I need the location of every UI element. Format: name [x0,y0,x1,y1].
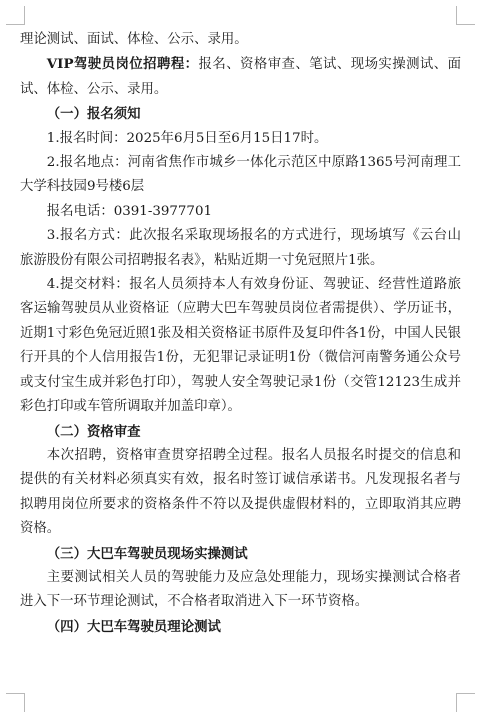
section-1-heading: （一）报名须知 [46,106,141,123]
registration-location: 2.报名地点：河南省焦作市城乡一体化示范区中原路1365号河南理工大学科技园9号楼6层 [20,155,461,195]
section-3-heading: （三）大巴车驾驶员现场实操测试 [46,545,248,562]
section-2-heading: （二）资格审查 [46,423,141,440]
intro-tail-paragraph: 理论测试、面试、体检、公示、录用。 [20,32,248,47]
vip-procedure-label: VIP驾驶员岗位招聘程： [46,56,199,73]
qualification-review-text: 本次招聘，资格审查贯穿招聘全过程。报名人员报名时提交的信息和提供的有关材料必须真实有效，报名时签订诚信承诺书。凡发现报名者与拟聘用岗位所要求的资格条件不符以及提供虚假材料的，立即取消其应聘资格。 [20,447,461,537]
registration-time: 1.报名时间：2025年6月5日至6月15日17时。 [46,130,328,146]
section-4-heading: （四）大巴车驾驶员理论测试 [46,618,221,635]
page-corner-mark-bottom-right [456,693,475,712]
registration-phone: 报名电话：0391-3977701 [46,203,212,219]
registration-method: 3.报名方式：此次报名采取现场报名的方式进行，现场填写《云台山旅游股份有限公司招聘报名表》，粘贴近期一寸免冠照片1张。 [20,228,461,268]
vip-procedure-text: 报名、资格审查、笔试、现场实操测试、面试、体检、公示、录用。 [20,57,461,97]
submission-materials: 4.提交材料：报名人员须持本人有效身份证、驾驶证、经营性道路旅客运输驾驶员从业资格证（应聘大巴车驾驶员岗位者需提供）、学历证书，近期1寸彩色免冠近照1张及相关资格证书原件及复印件各1份，中国人民银行开具的个人信用报告1份，无犯罪记录证明1份（微信河南警务通公众号或支付宝生成并彩色打印），驾驶人安全驾驶记录1份（交管12123生成并彩色打印或车管所调取并加盖印章）。 [20,277,461,415]
page-corner-mark-top-right [456,6,475,25]
page-corner-mark-bottom-left [6,693,25,712]
document-body [20,28,461,639]
practical-test-text: 主要测试相关人员的驾驶能力及应急处理能力，现场实操测试合格者进入下一环节理论测试，不合格者取消进入下一环节资格。 [20,569,461,610]
page-corner-mark-top-left [6,6,25,25]
vip-procedure-paragraph [20,52,461,102]
